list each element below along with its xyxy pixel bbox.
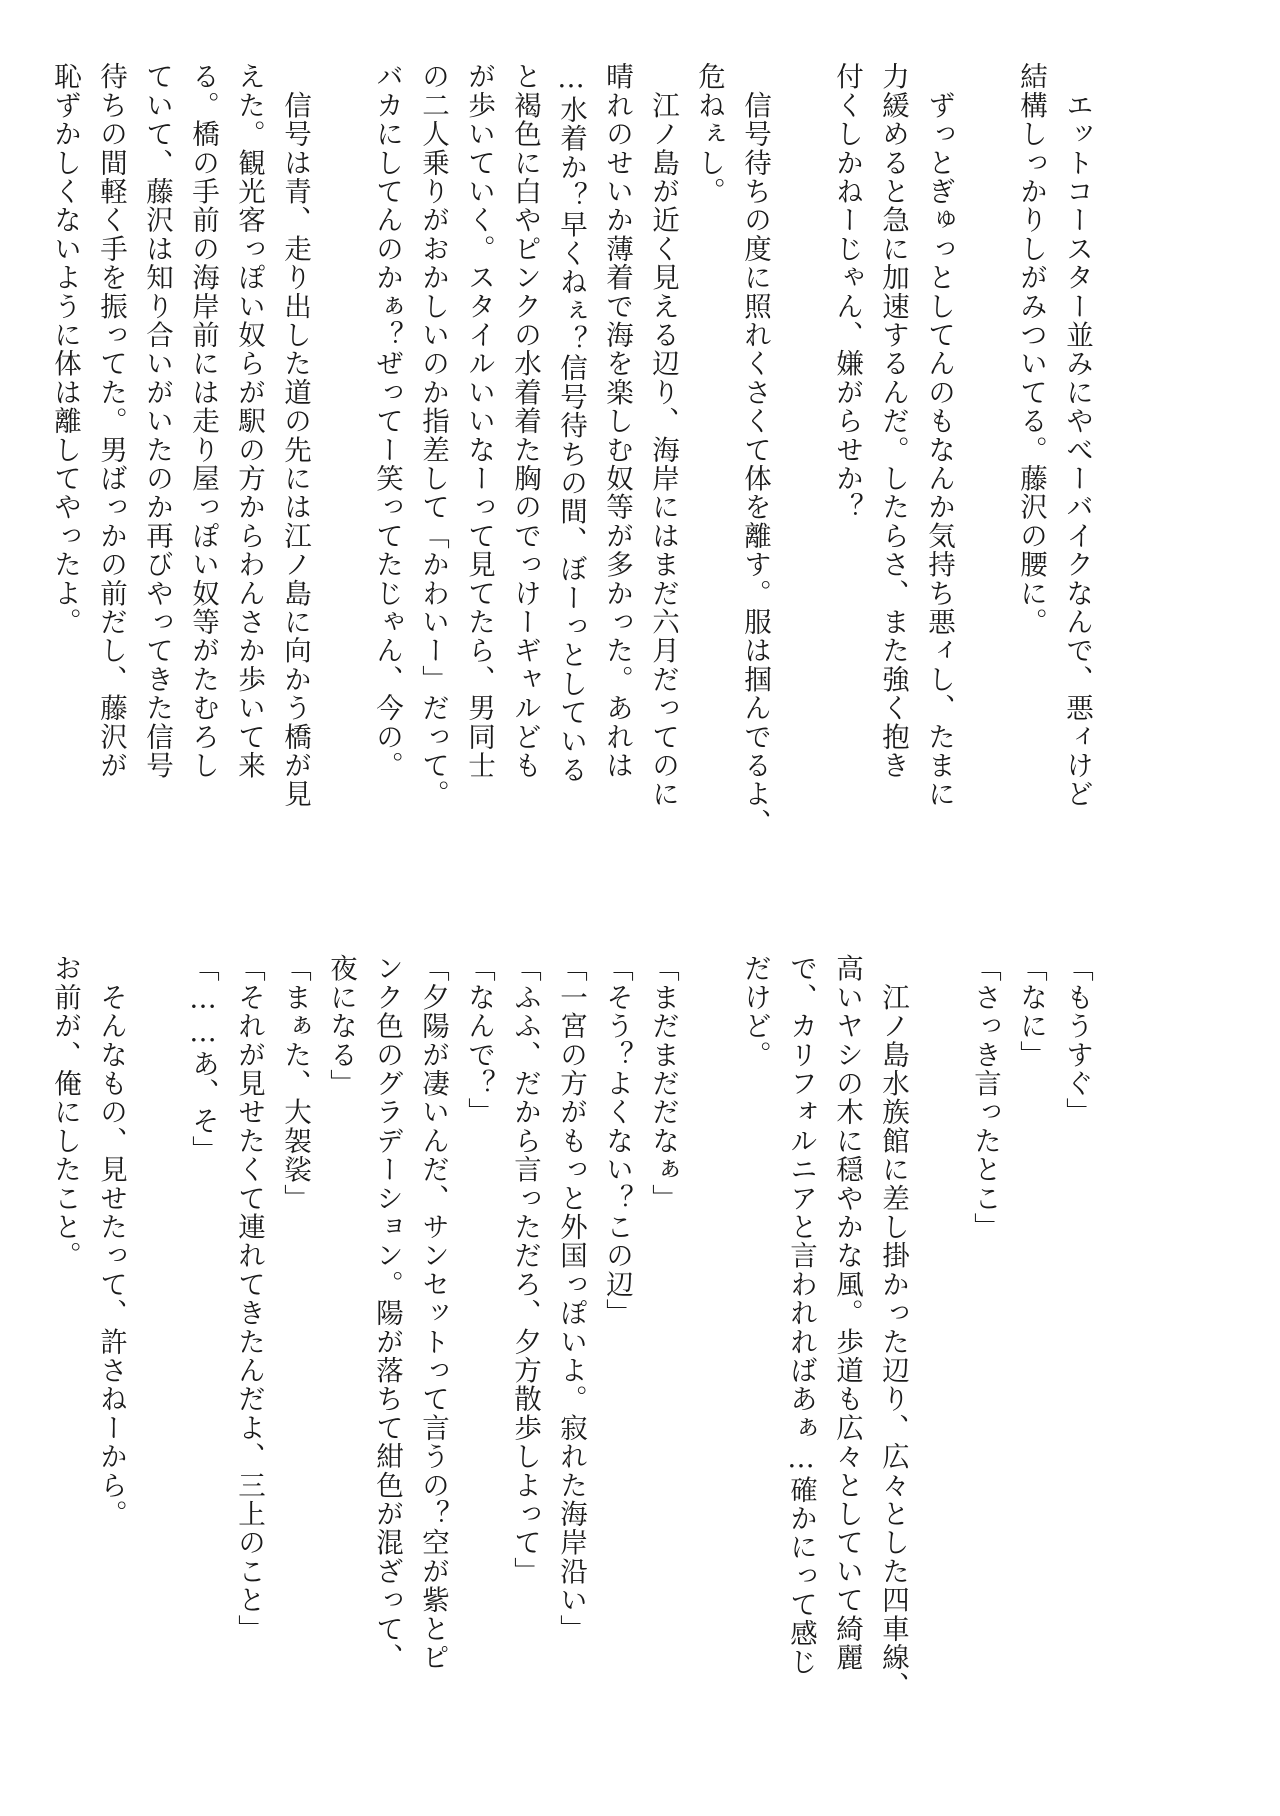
lower-text-line: 高いヤシの木に穏やかな風。歩道も広々としていて綺麗 xyxy=(831,954,863,1672)
upper-text-line: 信号待ちの度に照れくさくて体を離す。服は掴んでるよ、 xyxy=(739,62,771,837)
upper-text-line: エットコースター並みにやべーバイクなんで、悪ィけど xyxy=(1061,62,1093,809)
lower-text-line: 「さっき言ったとこ」 xyxy=(969,954,1001,1241)
upper-text-line: 待ちの間軽く手を振ってた。男ばっかの前だし、藤沢が xyxy=(95,62,127,780)
lower-blank-line xyxy=(914,954,952,1734)
upper-text-line: の二人乗りがおかしいのか指差して「かわいー」だって。 xyxy=(417,62,449,809)
upper-text-line: 付くしかねーじゃん、嫌がらせか？ xyxy=(831,62,863,522)
upper-text-line: が歩いていく。スタイルいいなーって見てたら、男同士 xyxy=(463,62,495,780)
upper-text-block xyxy=(49,62,1093,842)
lower-text-line: 「そう？よくない？この辺」 xyxy=(601,954,633,1328)
lower-blank-line xyxy=(684,954,722,1734)
lower-text-line: 「それが見せたくて連れてきたんだよ、三上のこと」 xyxy=(233,954,265,1643)
lower-text-line: 「夕陽が凄いんだ、サンセットって言うの？空が紫とピ xyxy=(417,954,449,1672)
lower-blank-line xyxy=(132,954,170,1734)
upper-text-line: 信号は青、走り出した道の先には江ノ島に向かう橋が見 xyxy=(279,62,311,809)
lower-text-line: 「……あ、そ」 xyxy=(187,954,219,1164)
upper-text-line: る。橋の手前の海岸前には走り屋っぽい奴等がたむろし xyxy=(187,62,219,780)
upper-text-line: 江ノ島が近く見える辺り、海岸にはまだ六月だってのに xyxy=(647,62,679,809)
upper-text-line: 危ねぇし。 xyxy=(693,62,725,206)
lower-text-line: 「もうすぐ」 xyxy=(1061,954,1093,1127)
lower-text-line: 「一宮の方がもっと外国っぽいよ。寂れた海岸沿い」 xyxy=(555,954,587,1643)
lower-text-line: だけど。 xyxy=(739,954,771,1069)
upper-text-line: ずっとぎゅっとしてんのもなんか気持ち悪ィし、たまに xyxy=(923,62,955,809)
upper-text-line: えた。観光客っぽい奴らが駅の方からわんさか歩いて来 xyxy=(233,62,265,780)
upper-blank-line xyxy=(960,62,998,842)
lower-text-line: そんなもの、見せたって、許さねーから。 xyxy=(95,954,127,1528)
upper-text-line: …水着か？早くねぇ？信号待ちの間、ぼーっとしている xyxy=(555,62,587,784)
upper-text-line: 力緩めると急に加速するんだ。したらさ、また強く抱き xyxy=(877,62,909,780)
upper-text-line: 結構しっかりしがみついてる。藤沢の腰に。 xyxy=(1015,62,1047,636)
lower-text-line: 江ノ島水族館に差し掛かった辺り、広々とした四車線、 xyxy=(877,954,909,1701)
lower-text-line: 「まだまだだなぁ」 xyxy=(647,954,679,1213)
upper-blank-line xyxy=(776,62,814,842)
lower-text-line: 夜になる」 xyxy=(325,954,357,1098)
lower-text-line: 「ふふ、だから言っただろ、夕方散歩しよって」 xyxy=(509,954,541,1586)
lower-text-line: 「まぁた、大袈裟」 xyxy=(279,954,311,1213)
upper-text-line: と褐色に白やピンクの水着着た胸のでっけーギャルども xyxy=(509,62,541,780)
lower-text-line: で、カリフォルニアと言われればあぁ…確かにって感じ xyxy=(785,954,817,1676)
upper-text-line: バカにしてんのかぁ？ぜってー笑ってたじゃん、今の。 xyxy=(371,62,403,780)
lower-text-line: ンク色のグラデーション。陽が落ちて紺色が混ざって、 xyxy=(371,954,403,1672)
upper-text-line: 晴れのせいか薄着で海を楽しむ奴等が多かった。あれは xyxy=(601,62,633,780)
upper-blank-line xyxy=(316,62,354,842)
lower-text-line: お前が、俺にしたこと。 xyxy=(49,954,81,1270)
upper-text-line: 恥ずかしくないように体は離してやったよ。 xyxy=(49,62,81,636)
lower-text-line: 「なんで？」 xyxy=(463,954,495,1127)
lower-text-block xyxy=(49,954,1093,1734)
lower-text-line: 「なに」 xyxy=(1015,954,1047,1069)
upper-text-line: ていて、藤沢は知り合いがいたのか再びやってきた信号 xyxy=(141,62,173,780)
